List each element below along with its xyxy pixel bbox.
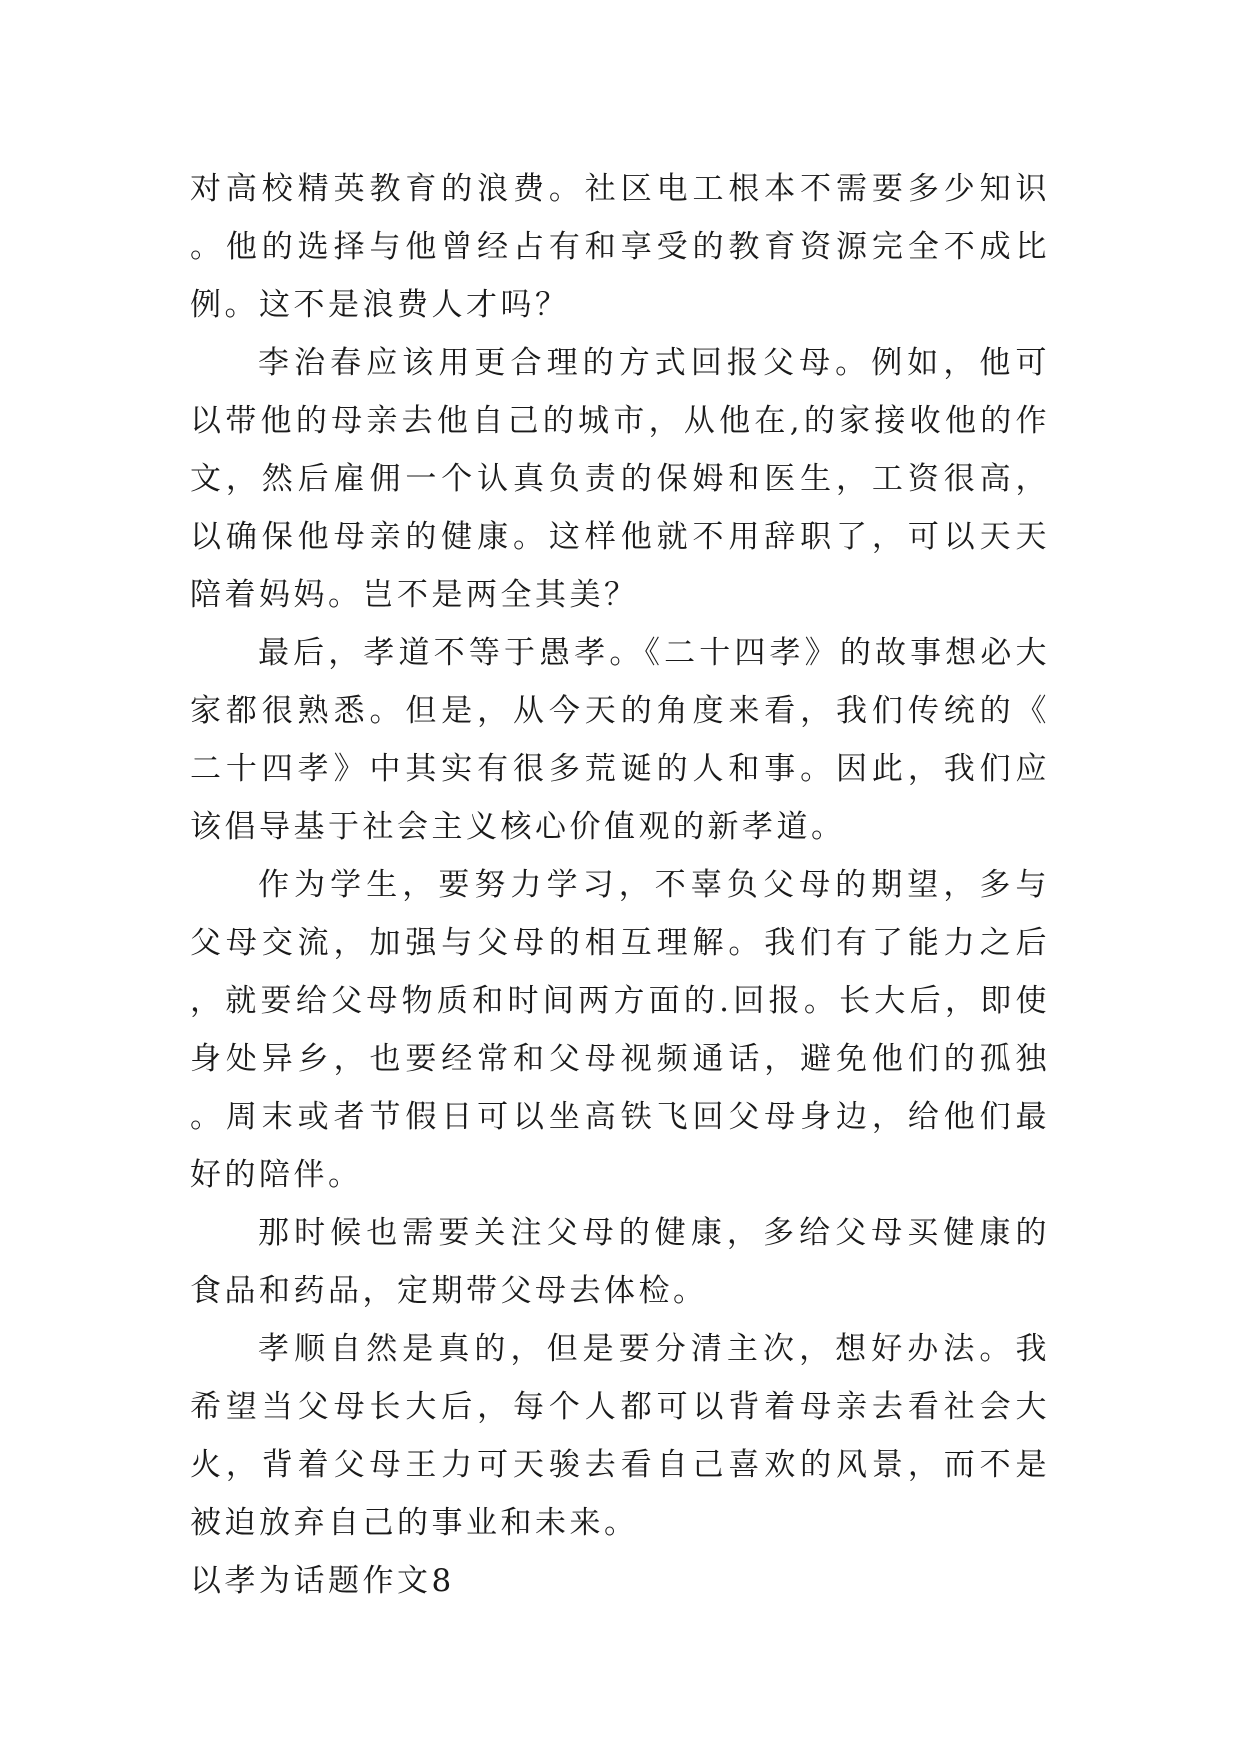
paragraph-6: 孝顺自然是真的，但是要分清主次，想好办法。我希望当父母长大后，每个人都可以背着母亲去看社会大火，背着父母王力可天骏去看自己喜欢的风景，而不是被迫放弃自己的事业和未来。 xyxy=(190,1331,1050,1541)
paragraph-1: 对高校精英教育的浪费。社区电工根本不需要多少知识。他的选择与他曾经占有和享受的教育资源完全不成比例。这不是浪费人才吗？ xyxy=(190,171,1050,323)
paragraph-4: 作为学生，要努力学习，不辜负父母的期望，多与父母交流，加强与父母的相互理解。我们有了能力之后，就要给父母物质和时间两方面的.回报。长大后，即使身处异乡，也要经常和父母视频通话，避免他们的孤独。周末或者节假日可以坐高铁飞回父母身边，给他们最好的陪伴。 xyxy=(190,867,1050,1193)
paragraph-5: 那时候也需要关注父母的健康，多给父母买健康的食品和药品，定期带父母去体检。 xyxy=(190,1215,1050,1309)
paragraph-3: 最后，孝道不等于愚孝。《二十四孝》的故事想必大家都很熟悉。但是，从今天的角度来看，我们传统的《二十四孝》中其实有很多荒诞的人和事。因此，我们应该倡导基于社会主义核心价值观的新孝道。 xyxy=(190,635,1050,845)
document-page xyxy=(190,160,1050,1610)
paragraph-2: 李治春应该用更合理的方式回报父母。例如，他可以带他的母亲去他自己的城市，从他在,的家接收他的作文，然后雇佣一个认真负责的保姆和医生，工资很高，以确保他母亲的健康。这样他就不用辞职了，可以天天陪着妈妈。岂不是两全其美？ xyxy=(190,345,1050,613)
section-heading: 以孝为话题作文8 xyxy=(190,1563,455,1599)
